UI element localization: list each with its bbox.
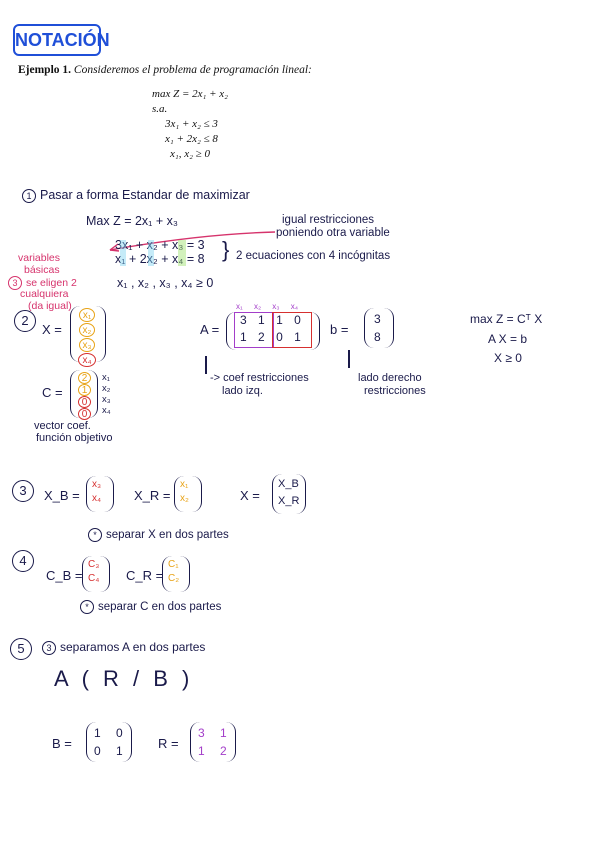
step2-X-entries (78, 308, 96, 368)
step2-b-note-2: restricciones (364, 385, 426, 397)
step2-C-note-1: vector coef. (34, 420, 91, 432)
a-col-1: x₁ (236, 302, 243, 311)
step2-C-side (102, 372, 111, 416)
a-r1-4: 0 (294, 313, 301, 327)
c-side-4: x₄ (102, 405, 111, 416)
step5-note-icon: 3 (42, 641, 56, 655)
cb-entry-2: C₄ (88, 573, 100, 584)
cb-entry-1: C₃ (88, 559, 100, 570)
step2-A-note-2: lado izq. (222, 385, 263, 397)
b-m-r1-1: 1 (94, 726, 101, 740)
a-col-2: x₂ (253, 302, 262, 311)
step1-heading: Pasar a forma Estandar de maximizar (40, 188, 250, 202)
step4-note: separar C en dos partes (98, 601, 222, 614)
step1-igual-note-1: igual restricciones (282, 214, 375, 226)
b-entry-2: 8 (374, 330, 381, 344)
form-2: A X = b (488, 332, 528, 346)
r-m-r2-1: 1 (198, 744, 205, 758)
step2-C-entries (78, 372, 91, 420)
step3-note: separar X en dos partes (106, 529, 229, 542)
step4-note-line (80, 600, 221, 614)
step4-number: 4 (12, 550, 34, 572)
c-entry-1: 2 (78, 372, 91, 384)
step5-number: 5 (10, 638, 32, 660)
side-note-4: cualquiera (20, 288, 69, 300)
step3-XB-entries (92, 478, 101, 506)
step3-X-label: X = (240, 488, 260, 503)
highlight-green (178, 240, 186, 266)
step5-B-label: B = (52, 736, 72, 751)
c-entry-2: 1 (78, 384, 91, 396)
xb-entry-1: x₃ (92, 479, 102, 490)
example-label: Ejemplo 1. (18, 64, 72, 76)
example-constraint-2: x₁ + 2x₂ ≤ 8 (165, 133, 218, 145)
step4-CR-label: C_R = (126, 568, 164, 583)
c-side-1: x₁ (102, 372, 110, 383)
step5-R-rows (198, 724, 227, 760)
form-1: max Z = Cᵀ X (470, 312, 543, 326)
step2-b-label: b = (330, 322, 349, 337)
step3-XB-label: X_B = (44, 488, 80, 503)
c-side-3: x₃ (102, 394, 111, 405)
step1-nonneg: x₁ , x₂ , x₃ , x₄ ≥ 0 (117, 276, 214, 290)
brace-icon: } (222, 237, 230, 262)
step3-note-icon: * (88, 528, 102, 542)
side-note-3: se eligen 2 (26, 276, 77, 289)
step1-igual-note-2: poniendo otra variable (276, 227, 390, 239)
step4-note-icon: * (80, 600, 94, 614)
example-intro (18, 64, 312, 76)
example-constraint-1: 3x₁ + x₂ ≤ 3 (165, 118, 218, 130)
example-constraint-3: x₁, x₂ ≥ 0 (170, 148, 210, 160)
highlight-blue-2 (148, 240, 154, 266)
x-entry-1: x₁ (79, 308, 95, 322)
step2-b-entries (374, 310, 381, 346)
c-entry-4: 0 (78, 408, 91, 420)
step2-A-col-headers (236, 302, 298, 311)
step2-C-note-2: función objetivo (36, 432, 113, 444)
step1-eq1: 3x₁ + x₂ + x₃ = 3 (115, 238, 205, 252)
step1-eq-note: 2 ecuaciones con 4 incógnitas (236, 250, 391, 262)
step5-note: separamos A en dos partes (60, 640, 206, 654)
step1-eq2: x₁ + 2x₂ + x₄ = 8 (115, 252, 205, 266)
step3-note-line (88, 528, 229, 542)
cr-entry-2: C₂ (168, 573, 180, 584)
step5-B-rows (94, 724, 123, 760)
a-r1-1: 3 (240, 313, 247, 327)
b-note-line (348, 350, 350, 368)
step5-A-split: A ( R / B ) (54, 666, 194, 691)
step4-CB-label: C_B = (46, 568, 83, 583)
a-r2-3: 0 (276, 330, 283, 344)
side-note-1: variables (18, 252, 61, 264)
step2-b-note-1: lado derecho (358, 372, 422, 384)
r-m-r2-2: 2 (220, 744, 227, 758)
step3-X-entries (278, 476, 299, 510)
side-note-2: básicas (24, 264, 60, 276)
step5-R-label: R = (158, 736, 179, 751)
x-entry-3: x₃ (79, 338, 95, 352)
a-note-line (205, 356, 207, 374)
example-text: Consideremos el problema de programación lineal: (73, 64, 312, 76)
c-side-2: x₂ (102, 383, 111, 394)
cr-entry-1: C₁ (168, 559, 179, 570)
highlight-blue-1 (120, 240, 126, 266)
step4-CB-entries (88, 558, 99, 586)
a-col-4: x₄ (290, 302, 299, 311)
xr-entry-2: x₂ (180, 493, 189, 504)
c-entry-3: 0 (78, 396, 91, 408)
b-m-r1-2: 0 (116, 726, 123, 740)
a-r2-4: 1 (294, 330, 301, 344)
example-objective: max Z = 2x₁ + x₂ (152, 88, 228, 100)
xr-entry-1: x₁ (180, 479, 189, 490)
a-col-3: x₃ (272, 302, 280, 311)
step2-X-label: X = (42, 322, 62, 337)
x-entry-2: x₂ (79, 323, 95, 337)
step2-A-label: A = (200, 322, 220, 337)
a-r1-2: 1 (258, 313, 265, 327)
step2-A-note-1: -> coef restricciones (210, 372, 309, 384)
step3-number: 3 (12, 480, 34, 502)
step5-note-line (42, 640, 205, 655)
step1-heading-line (22, 188, 250, 203)
step1-max-line: Max Z = 2x₁ + x₃ (86, 214, 178, 228)
step3-XR-label: X_R = (134, 488, 171, 503)
x-split-2: X_R (278, 495, 300, 507)
a-r2-2: 2 (258, 330, 265, 344)
r-m-r1-1: 3 (198, 726, 205, 740)
step2-number: 2 (14, 310, 36, 332)
b-m-r2-1: 0 (94, 744, 101, 758)
step2-C-label: C = (42, 385, 63, 400)
step4-CR-entries (168, 558, 179, 586)
a-r2-1: 1 (240, 330, 247, 344)
side-note-5: (da igual) (28, 300, 72, 312)
a-r1-3: 1 (276, 313, 283, 327)
xb-entry-2: x₄ (92, 493, 102, 504)
b-entry-1: 3 (374, 312, 381, 326)
b-m-r2-2: 1 (116, 744, 123, 758)
side-note-circle-icon: 3 (8, 276, 22, 290)
r-m-r1-2: 1 (220, 726, 227, 740)
x-split-1: X_B (278, 478, 299, 490)
step1-number: 1 (22, 189, 36, 203)
step2-A-rows (240, 312, 301, 346)
page-title: NOTACIÓN (13, 24, 101, 56)
x-entry-4: x₄ (78, 353, 96, 367)
step3-XR-entries (180, 478, 189, 506)
form-3: X ≥ 0 (494, 351, 522, 365)
example-st: s.a. (152, 103, 168, 115)
